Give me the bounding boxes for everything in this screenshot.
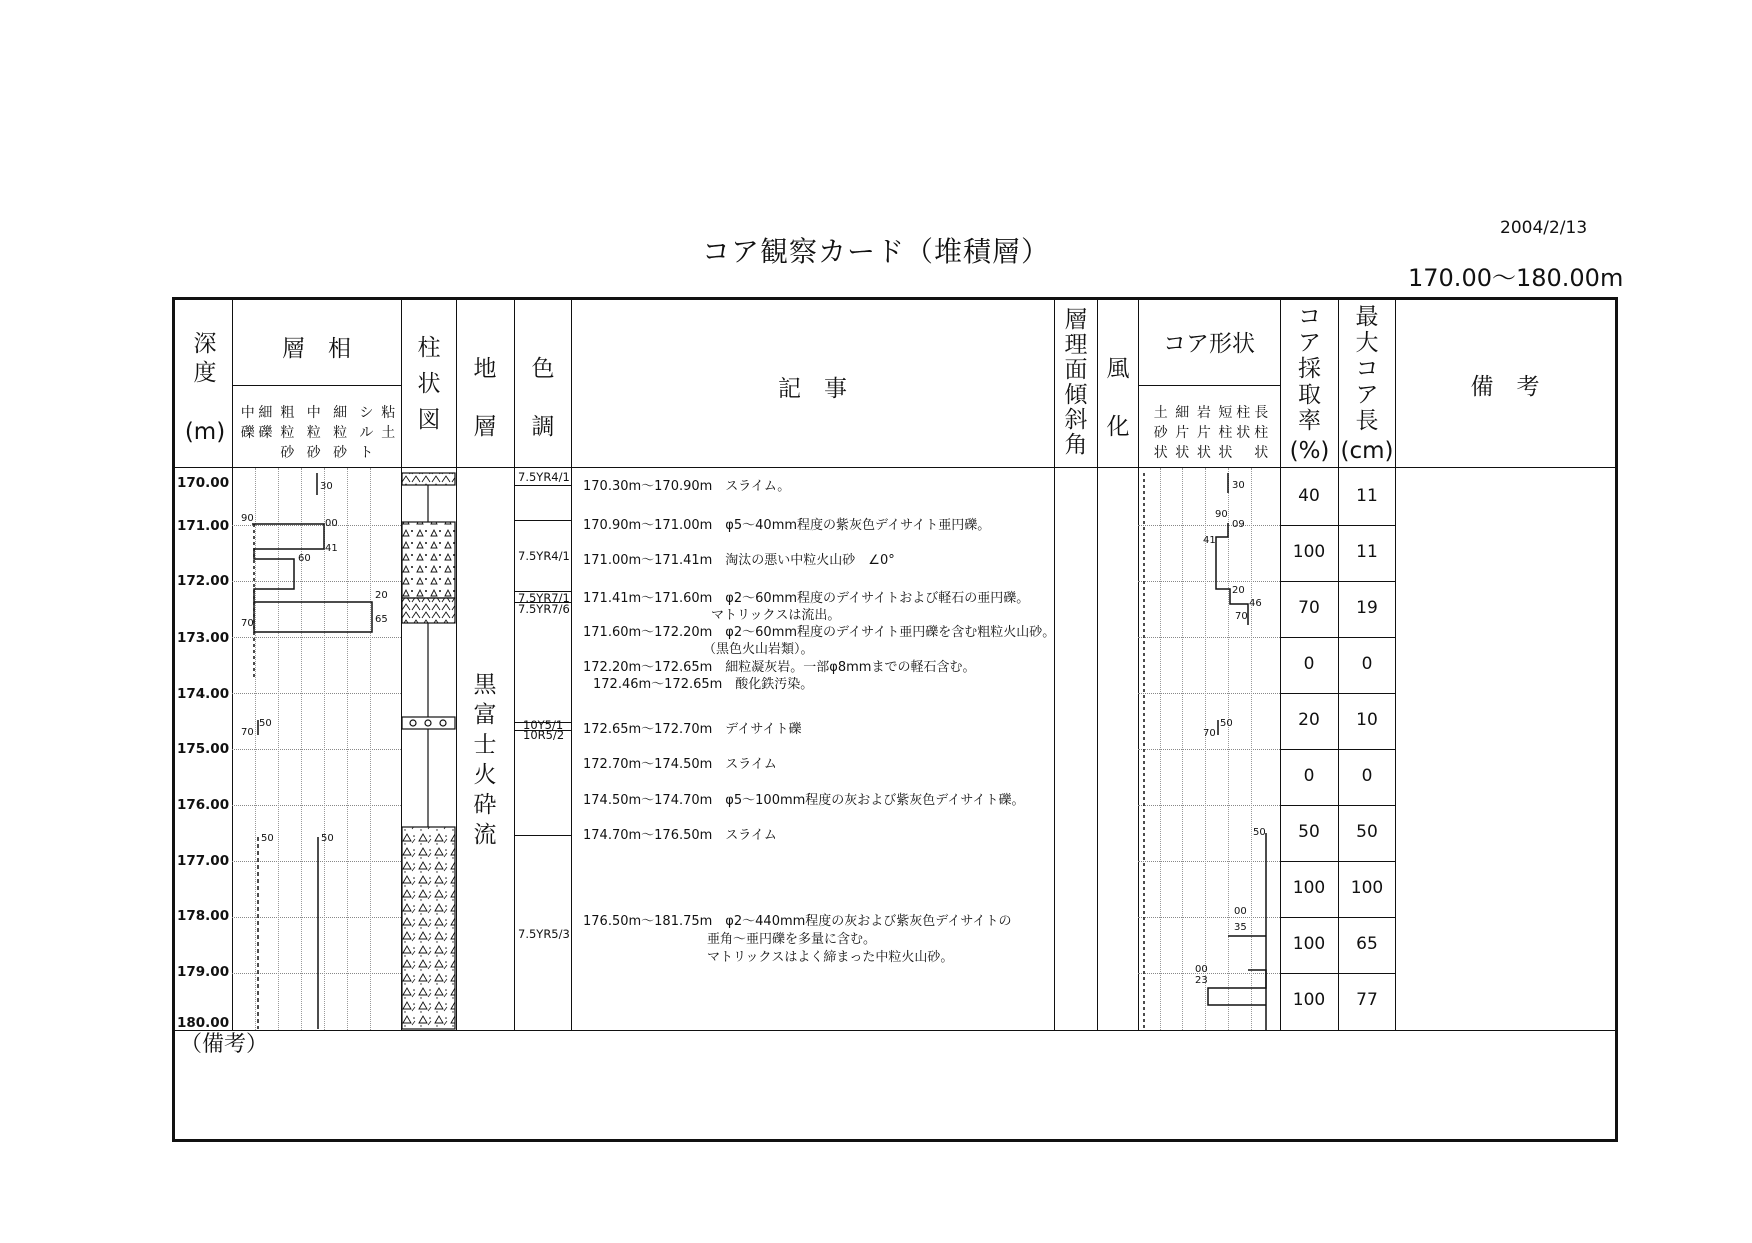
shape-mark: 50 bbox=[1253, 827, 1266, 838]
recovery-value: 40 bbox=[1298, 486, 1320, 506]
facies-mark: 70 bbox=[241, 618, 254, 629]
dip-header: 層 理 面 傾 斜 角 bbox=[1064, 307, 1088, 458]
shape-mark: 46 bbox=[1249, 598, 1262, 609]
core-shape-header: コア形状 bbox=[1163, 331, 1255, 357]
color-code: 10Y5/1 bbox=[523, 718, 564, 732]
column-header: 柱 状 図 bbox=[417, 335, 441, 433]
max-core-value: 50 bbox=[1356, 822, 1378, 842]
depth-label: 175.00 bbox=[177, 741, 230, 757]
depth-label: 170.00 bbox=[177, 475, 230, 491]
depth-label: 171.00 bbox=[177, 518, 230, 534]
color-code: 7.5YR7/1 bbox=[518, 591, 570, 605]
description-line: 176.50m〜181.75m φ2〜440mm程度の灰および紫灰色デイサイトの bbox=[583, 914, 1012, 929]
depth-label: 173.00 bbox=[177, 630, 230, 646]
depth-range: 170.00〜180.00m bbox=[1408, 264, 1624, 292]
shape-mark: 30 bbox=[1232, 480, 1245, 491]
formation-name: 黒 富 士 火 砕 流 bbox=[473, 672, 497, 848]
recovery-header: コ ア 採 取 率 (%) bbox=[1289, 304, 1330, 464]
facies-mark: 50 bbox=[261, 833, 274, 844]
max-core-value: 65 bbox=[1356, 934, 1378, 954]
shape-mark: 41 bbox=[1203, 535, 1216, 546]
weathering-header: 風 化 bbox=[1106, 356, 1130, 440]
description-line: マトリックスは流出。 bbox=[711, 608, 841, 623]
max-core-value: 19 bbox=[1356, 598, 1378, 618]
facies-mark: 65 bbox=[375, 614, 388, 625]
description-line: （黒色火山岩類）。 bbox=[703, 642, 814, 657]
max-core-value: 0 bbox=[1361, 766, 1373, 786]
max-core-value: 77 bbox=[1356, 990, 1378, 1010]
core-shape-subheader: 土砂状 細片状 岩片状 短柱状 柱状 長柱状 bbox=[1153, 405, 1269, 461]
description-line: 171.41m〜171.60m φ2〜60mm程度のデイサイトおよび軽石の亜円礫。 bbox=[583, 591, 1030, 606]
max-core-header: 最 大 コ ア 長 (cm) bbox=[1340, 304, 1394, 464]
depth-header: 深 度 (m) bbox=[184, 331, 226, 445]
depth-label: 177.00 bbox=[177, 853, 230, 869]
description-line: 172.65m〜172.70m デイサイト礫 bbox=[583, 722, 802, 737]
date: 2004/2/13 bbox=[1500, 218, 1588, 238]
facies-mark: 30 bbox=[320, 481, 333, 492]
color-code: 10R5/2 bbox=[523, 728, 565, 742]
facies-mark: 90 bbox=[241, 513, 254, 524]
description-line: 170.30m〜170.90m スライム。 bbox=[583, 479, 791, 494]
core-shape-graph bbox=[1138, 467, 1280, 1030]
shape-mark: 90 bbox=[1215, 509, 1228, 520]
shape-mark: 20 bbox=[1232, 585, 1245, 596]
facies-mark: 50 bbox=[321, 833, 334, 844]
facies-header: 層 相 bbox=[282, 336, 351, 362]
facies-mark: 60 bbox=[298, 553, 311, 564]
shape-mark: 35 bbox=[1234, 922, 1247, 933]
description-header: 記 事 bbox=[778, 376, 847, 402]
description-line: 171.60m〜172.20m φ2〜60mm程度のデイサイト亜円礫を含む粗粒火山砂。 bbox=[583, 625, 1056, 640]
depth-label: 178.00 bbox=[177, 908, 230, 924]
max-core-value: 0 bbox=[1361, 654, 1373, 674]
color-header: 色 調 bbox=[531, 356, 555, 440]
shape-mark: 09 bbox=[1232, 519, 1245, 530]
page-title: コア観察カード（堆積層） bbox=[701, 235, 1050, 268]
facies-graph bbox=[232, 467, 401, 1030]
description-line: 171.00m〜171.41m 淘汰の悪い中粒火山砂 ∠0° bbox=[583, 553, 895, 568]
recovery-value: 100 bbox=[1292, 934, 1326, 954]
depth-label: 176.00 bbox=[177, 797, 230, 813]
columnar-section bbox=[401, 467, 456, 1030]
shape-mark: 00 bbox=[1195, 964, 1208, 975]
max-core-value: 100 bbox=[1350, 878, 1384, 898]
facies-mark: 50 bbox=[259, 718, 272, 729]
max-core-value: 10 bbox=[1356, 710, 1378, 730]
remarks-label: （備考） bbox=[180, 1032, 269, 1057]
description-line: 172.46m〜172.65m 酸化鉄汚染。 bbox=[593, 677, 814, 692]
description-line: 亜角〜亜円礫を多量に含む。 bbox=[707, 932, 877, 947]
facies-mark: 70 bbox=[241, 727, 254, 738]
description-line: 174.70m〜176.50m スライム bbox=[583, 828, 777, 843]
max-core-value: 11 bbox=[1356, 542, 1378, 562]
recovery-value: 70 bbox=[1298, 598, 1320, 618]
shape-mark: 00 bbox=[1234, 906, 1247, 917]
color-code: 7.5YR5/3 bbox=[518, 927, 570, 941]
description-line: マトリックスはよく締まった中粒火山砂。 bbox=[707, 950, 954, 965]
shape-mark: 70 bbox=[1203, 728, 1216, 739]
core-card-table bbox=[172, 297, 1618, 1142]
color-code: 7.5YR4/1 bbox=[518, 470, 570, 484]
description-line: 172.20m〜172.65m 細粒凝灰岩。一部φ8mmまでの軽石含む。 bbox=[583, 660, 976, 675]
color-code: 7.5YR7/6 bbox=[518, 602, 570, 616]
facies-mark: 20 bbox=[375, 590, 388, 601]
notes-header: 備 考 bbox=[1470, 374, 1540, 400]
max-core-value: 11 bbox=[1356, 486, 1378, 506]
shape-mark: 23 bbox=[1195, 975, 1208, 986]
depth-label: 180.00 bbox=[177, 1015, 230, 1031]
shape-mark: 70 bbox=[1235, 611, 1248, 622]
recovery-value: 100 bbox=[1292, 542, 1326, 562]
facies-mark: 00 bbox=[325, 518, 338, 529]
recovery-value: 20 bbox=[1298, 710, 1320, 730]
depth-label: 174.00 bbox=[177, 686, 230, 702]
description-line: 172.70m〜174.50m スライム bbox=[583, 757, 777, 772]
formation-header: 地 層 bbox=[473, 356, 497, 440]
facies-subheader: 中礫 細礫 粗粒砂 中粒砂 細粒砂 シルト 粘土 bbox=[240, 405, 396, 461]
recovery-value: 0 bbox=[1303, 766, 1315, 786]
recovery-value: 0 bbox=[1303, 654, 1315, 674]
recovery-value: 100 bbox=[1292, 878, 1326, 898]
recovery-value: 100 bbox=[1292, 990, 1326, 1010]
description-line: 170.90m〜171.00m φ5〜40mm程度の紫灰色デイサイト亜円礫。 bbox=[583, 518, 991, 533]
depth-label: 179.00 bbox=[177, 964, 230, 980]
color-code: 7.5YR4/1 bbox=[518, 549, 570, 563]
depth-label: 172.00 bbox=[177, 573, 230, 589]
description-line: 174.50m〜174.70m φ5〜100mm程度の灰および紫灰色デイサイト礫。 bbox=[583, 793, 1025, 808]
facies-mark: 41 bbox=[325, 543, 338, 554]
shape-mark: 50 bbox=[1220, 718, 1233, 729]
recovery-value: 50 bbox=[1298, 822, 1320, 842]
